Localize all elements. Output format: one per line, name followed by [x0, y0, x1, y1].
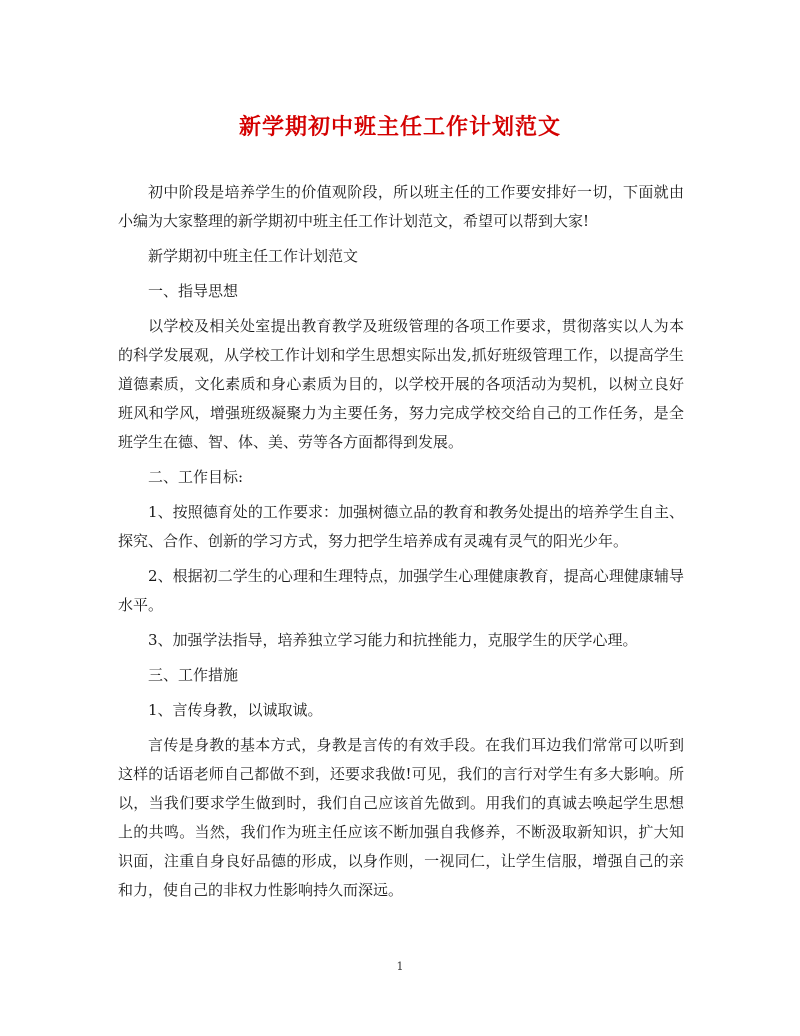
- document-body: [118, 178, 684, 911]
- subtitle-paragraph: 新学期初中班主任工作计划范文: [148, 247, 359, 265]
- work-goal-item-2: 2、根据初二学生的心理和生理特点，加强学生心理健康教育，提高心理健康辅导水平。: [118, 567, 684, 614]
- measure-item-1-paragraph: 言传是身教的基本方式，身教是言传的有效手段。在我们耳边我们常常可以听到这样的话语老师自己都做不到，还要求我做!可见，我们的言行对学生有多大影响。所以，当我们要求学生做到时，我们自己应该首先做到。用我们的真诚去唤起学生思想上的共鸣。当然，我们作为班主任应该不断加强自我修养，不断汲取新知识，扩大知识面，注重自身良好品德的形成，以身作则，一视同仁，让学生信服，增强自己的亲和力，使自己的非权力性影响持久而深远。: [118, 736, 684, 899]
- document-title: 新学期初中班主任工作计划范文: [238, 114, 561, 140]
- work-goal-item-3: 3、加强学法指导，培养独立学习能力和抗挫能力，克服学生的厌学心理。: [148, 631, 638, 649]
- intro-paragraph: 初中阶段是培养学生的价值观阶段，所以班主任的工作要安排好一切，下面就由小编为大家整理的新学期初中班主任工作计划范文，希望可以帮到大家!: [118, 183, 684, 230]
- section-heading-work-goals: 二、工作目标:: [148, 468, 244, 486]
- section-heading-work-measures: 三、工作措施: [148, 666, 239, 684]
- section-heading-guiding-thought: 一、指导思想: [148, 282, 239, 300]
- page-number: 1: [396, 960, 404, 973]
- work-goal-item-1: 1、按照德育处的工作要求：加强树德立品的教育和教务处提出的培养学生自主、探究、合作、创新的学习方式，努力把学生培养成有灵魂有灵气的阳光少年。: [118, 503, 684, 550]
- guiding-thought-paragraph: 以学校及相关处室提出教育教学及班级管理的各项工作要求，贯彻落实以人为本的科学发展观，从学校工作计划和学生思想实际出发,抓好班级管理工作，以提高学生道德素质，文化素质和身心素质为目的，以学校开展的各项活动为契机，以树立良好班风和学风，增强班级凝聚力为主要任务，努力完成学校交给自己的工作任务，是全班学生在德、智、体、美、劳等各方面都得到发展。: [118, 317, 684, 451]
- measure-item-1-heading: 1、言传身教，以诚取诚。: [148, 701, 323, 719]
